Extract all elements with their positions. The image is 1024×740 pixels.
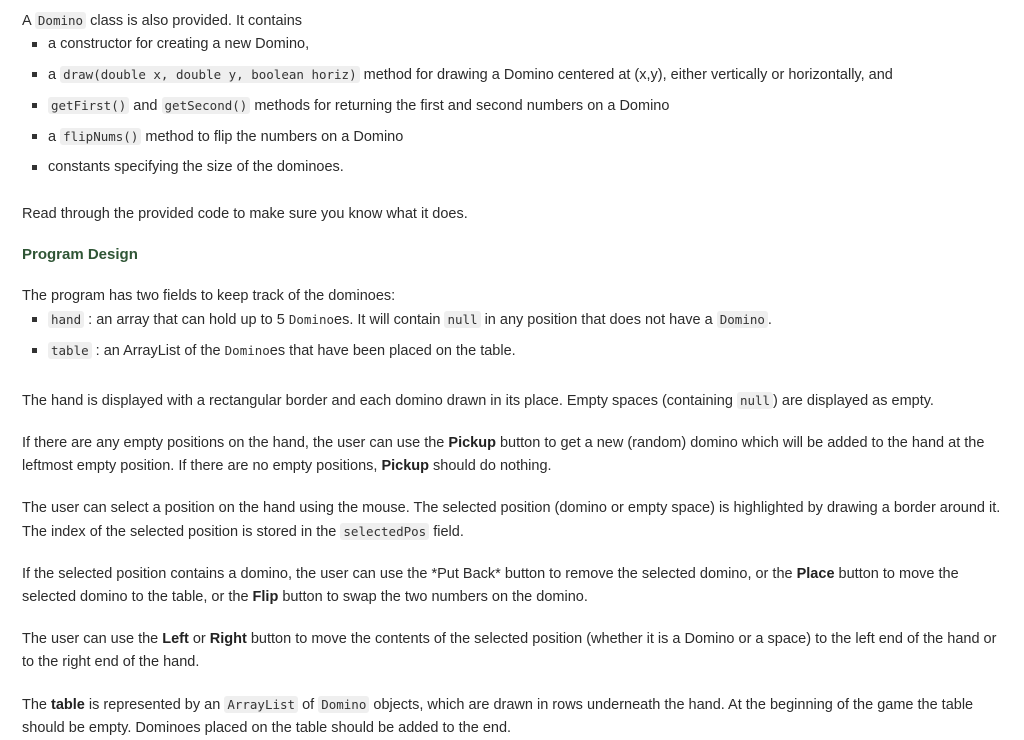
text: The hand is displayed with a rectangular border and each domino drawn in its place. Empty spaces (containing — [22, 393, 737, 409]
list-item-hand — [22, 308, 1004, 332]
text: a — [48, 129, 61, 145]
text: If there are any empty positions on the hand, the user can use the — [22, 435, 449, 451]
text: button to get a new (random) domino which will be added to the hand at the leftmost empty position. If there are no empty positions, — [22, 435, 985, 474]
text: objects, which are drawn in rows underneath the hand. At the beginning of the game the table should be empty. Dominoes placed on the table should be added to the end. — [22, 697, 974, 736]
text: class is also provided. It contains — [86, 13, 303, 29]
list-item-constructor — [22, 33, 1004, 56]
text: The user can use the — [22, 631, 163, 647]
text: es. It will contain — [334, 312, 445, 328]
code-domino: Domino — [717, 311, 768, 328]
text: The user can select a position on the hand using the mouse. The selected position (domino or empty space) is highlighted by drawing a border around it. The index of the selected position is stored in the — [22, 500, 1001, 540]
hand-display-paragraph — [22, 389, 1004, 413]
text: If the selected position contains a domino, the user can use the *Put Back* button to remove the selected domino, or the — [22, 566, 797, 582]
text: method for drawing a Domino centered at (x,y), either vertically or horizontally, and — [359, 67, 893, 83]
list-item-flipnums — [22, 125, 1004, 149]
list-item-table — [22, 339, 1004, 363]
code-table: table — [48, 342, 92, 359]
text: or — [188, 631, 210, 647]
bold-left: Left — [162, 631, 189, 647]
code-draw: draw(double x, double y, boolean horiz) — [60, 66, 360, 83]
bold-right: Right — [209, 631, 247, 647]
code-hand: hand — [48, 311, 84, 328]
list-item-getters — [22, 94, 1004, 118]
text: : an ArrayList of the — [91, 343, 225, 359]
fields-list — [22, 308, 1004, 363]
bold-pickup: Pickup — [381, 458, 429, 474]
code-null: null — [737, 392, 773, 409]
code-selectedpos: selectedPos — [340, 523, 429, 540]
text: method to flip the numbers on a Domino — [141, 129, 404, 145]
code-getfirst: getFirst() — [48, 97, 129, 114]
text: es that have been placed on the table. — [269, 343, 516, 359]
text: ) are displayed as empty. — [773, 393, 934, 409]
intro-paragraph — [22, 9, 1004, 33]
text: field. — [429, 524, 464, 540]
code-domino: Domino — [288, 312, 335, 327]
code-flipnums: flipNums() — [60, 128, 141, 145]
bold-flip: Flip — [252, 589, 279, 605]
read-through-paragraph: Read through the provided code to make sure you know what it does. — [22, 206, 468, 222]
text: . — [767, 312, 772, 328]
table-paragraph — [22, 693, 1004, 740]
list-item-constants — [22, 156, 1004, 179]
section-heading-program-design: Program Design — [22, 246, 138, 263]
text: in any position that does not have a — [480, 312, 717, 328]
code-domino: Domino — [35, 12, 86, 29]
fields-intro-paragraph: The program has two fields to keep track of the dominoes: — [22, 288, 396, 304]
text: methods for returning the first and second numbers on a Domino — [250, 98, 670, 114]
text: of — [298, 697, 319, 713]
select-paragraph — [22, 497, 1004, 544]
text: button to swap the two numbers on the domino. — [278, 589, 588, 605]
text: is represented by an — [84, 697, 225, 713]
text: a constructor for creating a new Domino, — [48, 36, 310, 52]
text: : an array that can hold up to 5 — [84, 312, 289, 328]
text: button to move the selected domino to the table, or the — [22, 566, 959, 605]
list-item-draw — [22, 63, 1004, 87]
text: The — [22, 697, 52, 713]
bold-table: table — [51, 697, 85, 713]
putback-paragraph — [22, 563, 1004, 609]
code-null: null — [444, 311, 480, 328]
bold-pickup: Pickup — [448, 435, 496, 451]
code-getsecond: getSecond() — [162, 97, 251, 114]
code-domino: Domino — [224, 343, 270, 358]
left-right-paragraph — [22, 628, 1004, 674]
intro-list — [22, 33, 1004, 179]
text: and — [129, 98, 162, 114]
code-arraylist: ArrayList — [224, 696, 298, 713]
text: A — [22, 13, 35, 29]
text: button to move the contents of the selected position (whether it is a Domino or a space) to the left end of the hand or to the right end of the hand. — [22, 631, 997, 670]
text: a — [48, 67, 61, 83]
code-domino: Domino — [318, 696, 369, 713]
text: should do nothing. — [429, 458, 552, 474]
pickup-paragraph — [22, 432, 1004, 478]
bold-place: Place — [796, 566, 835, 582]
text: constants specifying the size of the dominoes. — [48, 159, 344, 175]
